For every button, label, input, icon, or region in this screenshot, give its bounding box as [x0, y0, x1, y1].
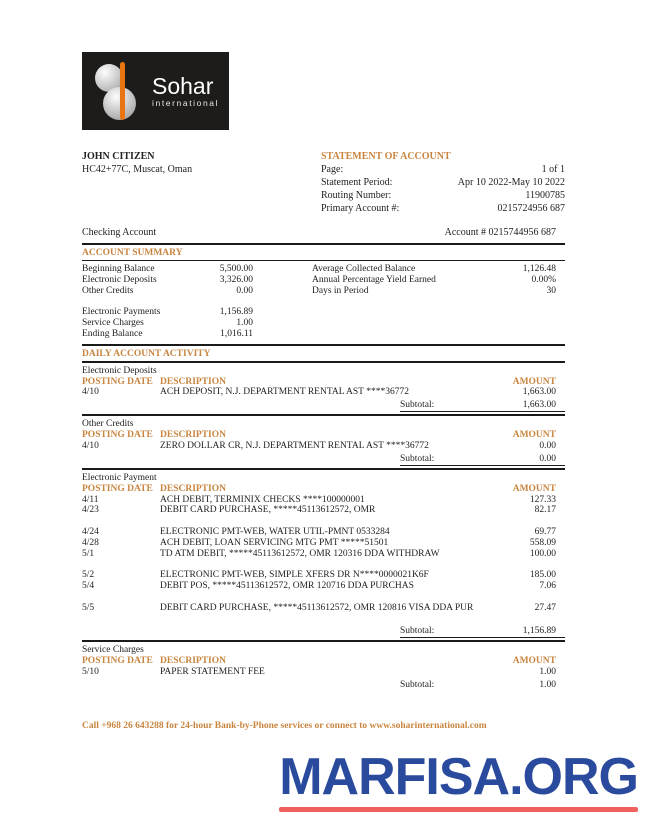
watermark	[279, 750, 638, 812]
transaction-row	[82, 667, 565, 678]
statement-field-label: Primary Account #:	[321, 203, 400, 214]
summary-row	[312, 275, 556, 286]
transaction-date: 4/10	[82, 387, 99, 398]
summary-row-value: 30	[546, 285, 556, 296]
transaction-date: 4/23	[82, 505, 99, 516]
section-name: Electronic Deposits	[82, 365, 157, 376]
row-spacer	[82, 559, 565, 570]
transaction-date: 5/10	[82, 666, 99, 677]
statement-field-label: Statement Period:	[321, 177, 393, 188]
statement-field	[321, 163, 565, 176]
statement-field-value: 1 of 1	[541, 164, 565, 175]
subtotal-row	[82, 398, 565, 412]
daily-activity-banner: DAILY ACCOUNT ACTIVITY	[82, 346, 565, 363]
subtotal-row	[82, 452, 565, 466]
subtotal-amount: 1.00	[539, 679, 556, 690]
sohar-logo-icon	[95, 60, 141, 122]
section-name: Other Credits	[82, 419, 134, 430]
summary-row	[312, 264, 556, 275]
transaction-amount: 82.17	[534, 505, 556, 516]
summary-row-value: 5,500.00	[219, 264, 253, 274]
transaction-amount: 69.77	[534, 526, 556, 537]
summary-row	[312, 286, 556, 297]
statement-field	[321, 202, 565, 215]
subtotal-box	[400, 679, 565, 691]
transaction-description: ACH DEBIT, LOAN SERVICING MTG PMT *****51501	[160, 537, 389, 548]
summary-row-label: Electronic Payments	[82, 307, 161, 318]
subtotal-amount: 1,156.89	[522, 626, 556, 637]
row-spacer	[82, 592, 565, 603]
summary-row-label: Electronic Deposits	[82, 274, 157, 285]
subtotal-amount: 0.00	[539, 453, 556, 464]
transaction-amount: 7.06	[539, 580, 556, 591]
summary-row	[82, 318, 253, 329]
statement-field-value: Apr 10 2022-May 10 2022	[457, 177, 565, 188]
transaction-date: 5/5	[82, 602, 95, 613]
activity-section	[82, 363, 565, 413]
subtotal-amount: 1,663.00	[522, 400, 556, 411]
statement-field-value: 11900785	[525, 190, 565, 201]
transaction-amount: 558.09	[529, 537, 556, 548]
transaction-description: ZERO DOLLAR CR, N.J. DEPARTMENT RENTAL AST ****36772	[160, 440, 429, 451]
column-header-description: DESCRIPTION	[160, 483, 226, 494]
row-spacer	[82, 613, 565, 624]
summary-row-label: Average Collected Balance	[312, 264, 416, 274]
activity-sections	[82, 363, 565, 691]
transaction-description: ELECTRONIC PMT-WEB, WATER UTIL-PMNT 0533284	[160, 526, 390, 537]
column-header-row	[82, 656, 565, 667]
account-type: Checking Account	[82, 227, 157, 238]
summary-row-value: 0.00%	[531, 274, 556, 285]
activity-section	[82, 416, 565, 466]
subtotal-row	[82, 678, 565, 691]
transaction-row	[82, 527, 565, 538]
subtotal-label: Subtotal:	[400, 453, 435, 464]
row-spacer	[82, 516, 565, 527]
column-header-description: DESCRIPTION	[160, 430, 226, 441]
subtotal-row	[82, 624, 565, 638]
customer-address: HC42+77C, Muscat, Oman	[82, 164, 193, 175]
column-header-amount: AMOUNT	[512, 376, 556, 387]
customer-block	[82, 150, 192, 215]
activity-section	[82, 470, 565, 638]
summary-row-value: 1,126.48	[522, 264, 556, 274]
transaction-amount: 1.00	[539, 666, 556, 677]
transaction-row	[82, 549, 565, 560]
logo-text	[152, 74, 219, 108]
subtotal-label: Subtotal:	[400, 679, 435, 690]
transaction-date: 5/4	[82, 580, 95, 591]
subtotal-box	[400, 399, 565, 412]
transaction-description: PAPER STATEMENT FEE	[160, 666, 265, 677]
transaction-row	[82, 581, 565, 592]
summary-row-label: Other Credits	[82, 285, 134, 296]
section-name: Electronic Payment	[82, 472, 157, 483]
activity-section	[82, 642, 565, 691]
transaction-date: 4/28	[82, 537, 99, 548]
summary-row	[82, 307, 253, 318]
transaction-description: ACH DEBIT, TERMINIX CHECKS ****100000001	[160, 494, 365, 505]
statement-field	[321, 189, 565, 202]
column-header-description: DESCRIPTION	[160, 376, 226, 387]
transaction-date: 5/2	[82, 570, 95, 581]
column-header-amount: AMOUNT	[512, 656, 556, 667]
summary-row-value: 1,016.11	[220, 328, 253, 339]
transaction-description: ACH DEPOSIT, N.J. DEPARTMENT RENTAL AST ****36772	[160, 387, 409, 398]
logo-brand-name: Sohar	[152, 73, 214, 99]
watermark-underline	[279, 807, 638, 812]
transaction-row	[82, 570, 565, 581]
logo-orange-bar	[120, 62, 125, 120]
section-name: Service Charges	[82, 645, 144, 656]
bank-logo	[82, 52, 229, 130]
summary-right-column	[312, 264, 565, 340]
statement-field-label: Routing Number:	[321, 190, 392, 201]
column-header-row	[82, 484, 565, 495]
summary-row-value: 0.00	[236, 285, 253, 296]
transaction-amount: 27.47	[534, 602, 556, 613]
account-summary	[82, 261, 565, 344]
transaction-amount: 127.33	[529, 494, 556, 505]
statement-info-block	[321, 150, 565, 215]
transaction-description: DEBIT CARD PURCHASE, *****45113612572, OMR	[160, 505, 376, 516]
summary-row-value: 1.00	[236, 317, 253, 328]
summary-row	[82, 329, 253, 340]
subtotal-label: Subtotal:	[400, 626, 435, 637]
column-header-posting-date: POSTING DATE	[82, 376, 153, 387]
column-header-amount: AMOUNT	[512, 483, 556, 494]
summary-row	[82, 264, 253, 275]
transaction-row	[82, 441, 565, 452]
column-header-description: DESCRIPTION	[160, 656, 226, 667]
transaction-amount: 185.00	[529, 570, 556, 581]
summary-row-label: Service Charges	[82, 317, 144, 328]
summary-row	[82, 275, 253, 286]
summary-left-column	[82, 264, 253, 340]
summary-row	[82, 286, 253, 297]
summary-row-label: Annual Percentage Yield Earned	[312, 274, 436, 285]
logo-tagline: international	[152, 98, 220, 108]
transaction-date: 4/10	[82, 440, 99, 451]
account-summary-banner: ACCOUNT SUMMARY	[82, 245, 565, 261]
transaction-date: 4/11	[82, 494, 99, 505]
transaction-description: ELECTRONIC PMT-WEB, SIMPLE XFERS DR N****0000021K6F	[160, 570, 429, 581]
transaction-row	[82, 505, 565, 516]
summary-row-value: 1,156.89	[219, 307, 253, 318]
customer-name: JOHN CITIZEN	[82, 151, 155, 162]
transaction-row	[82, 603, 565, 614]
summary-row-value: 3,326.00	[219, 274, 253, 285]
column-header-posting-date: POSTING DATE	[82, 656, 153, 667]
column-header-row	[82, 377, 565, 388]
watermark-text: MARFISA.ORG	[279, 748, 638, 806]
transaction-row	[82, 495, 565, 506]
statement-title: STATEMENT OF ACCOUNT	[321, 151, 451, 162]
subtotal-box	[400, 625, 565, 638]
summary-spacer	[82, 296, 253, 307]
subtotal-label: Subtotal:	[400, 400, 435, 411]
statement-field-value: 0215724956 687	[497, 203, 565, 214]
subtotal-box	[400, 453, 565, 466]
summary-row-label: Beginning Balance	[82, 264, 155, 274]
transaction-amount: 100.00	[529, 548, 556, 559]
statement-field-label: Page:	[321, 164, 344, 175]
column-header-amount: AMOUNT	[512, 430, 556, 441]
transaction-row	[82, 387, 565, 398]
transaction-date: 4/24	[82, 526, 99, 537]
statement-content	[82, 0, 565, 691]
bank-help-line: Call +968 26 643288 for 24-hour Bank-by-Phone services or connect to www.soharinternational.com	[82, 721, 487, 731]
transaction-row	[82, 538, 565, 549]
transaction-amount: 0.00	[539, 440, 556, 451]
account-line	[82, 227, 565, 245]
summary-row-label: Days in Period	[312, 285, 369, 296]
column-header-posting-date: POSTING DATE	[82, 483, 153, 494]
statement-header	[82, 150, 565, 215]
account-number: Account # 0215744956 687	[444, 227, 556, 238]
transaction-description: TD ATM DEBIT, *****45113612572, OMR 120316 DDA WITHDRAW	[160, 548, 440, 559]
transaction-amount: 1,663.00	[522, 387, 556, 398]
statement-fields	[321, 163, 565, 215]
summary-row-label: Ending Balance	[82, 328, 143, 339]
column-header-row	[82, 430, 565, 441]
column-header-posting-date: POSTING DATE	[82, 430, 153, 441]
statement-field	[321, 176, 565, 189]
transaction-description: DEBIT CARD PURCHASE, *****45113612572, OMR 120816 VISA DDA PUR	[160, 602, 474, 613]
transaction-date: 5/1	[82, 548, 95, 559]
transaction-description: DEBIT POS, *****45113612572, OMR 120716 DDA PURCHAS	[160, 580, 414, 591]
